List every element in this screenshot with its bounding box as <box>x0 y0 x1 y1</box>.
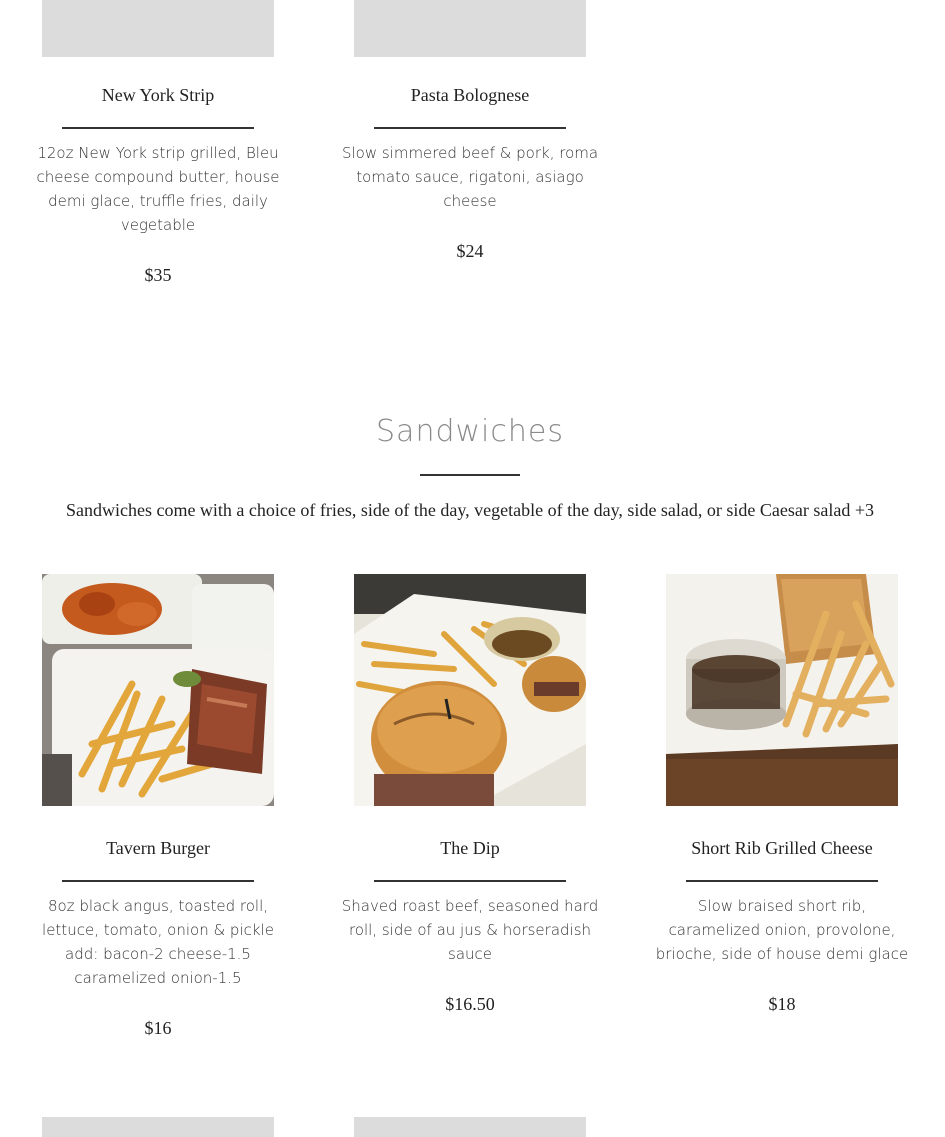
item-name: Short Rib Grilled Cheese <box>691 838 873 858</box>
item-description: 12oz New York strip grilled, Bleu cheese compound butter, house demi glace, truffle fries, daily vegetable <box>36 144 280 234</box>
food-photo[interactable] <box>666 574 898 806</box>
food-photo[interactable] <box>354 574 586 806</box>
item-price: $24 <box>456 241 484 261</box>
food-image-placeholder <box>354 1117 586 1137</box>
item-description: Slow simmered beef & pork, roma tomato sauce, rigatoni, asiago cheese <box>341 144 599 210</box>
food-image-placeholder <box>354 0 586 57</box>
item-price: $35 <box>144 265 172 285</box>
item-name: Tavern Burger <box>106 838 210 858</box>
food-photo-graphic <box>354 574 586 806</box>
item-description: Shaved roast beef, seasoned hard roll, side of au jus & horseradish sauce <box>341 897 599 963</box>
section-title: Sandwiches <box>376 414 564 449</box>
item-divider <box>374 880 566 882</box>
item-price: $18 <box>768 994 796 1014</box>
food-image-placeholder <box>42 0 274 57</box>
item-price: $16.50 <box>445 994 495 1014</box>
item-name: New York Strip <box>101 85 215 105</box>
section-note: Sandwiches come with a choice of fries, side of the day, vegetable of the day, side salad, or side Caesar salad +3 <box>65 500 875 520</box>
item-divider <box>62 880 254 882</box>
food-photo[interactable] <box>42 574 274 806</box>
item-divider <box>374 127 566 129</box>
section-divider <box>420 474 520 476</box>
food-image-placeholder <box>42 1117 274 1137</box>
item-divider <box>686 880 878 882</box>
item-description: 8oz black angus, toasted roll, lettuce, tomato, onion & pickle add: bacon-2 cheese-1.5 caramelized onion-1.5 <box>42 897 274 987</box>
item-name: Pasta Bolognese <box>410 85 530 105</box>
item-divider <box>62 127 254 129</box>
food-photo-graphic <box>666 574 898 806</box>
item-name: The Dip <box>440 838 500 858</box>
item-price: $16 <box>144 1018 172 1038</box>
item-description: Slow braised short rib, caramelized onion, provolone, brioche, side of house demi glace <box>655 897 909 963</box>
food-photo-graphic <box>42 574 274 806</box>
